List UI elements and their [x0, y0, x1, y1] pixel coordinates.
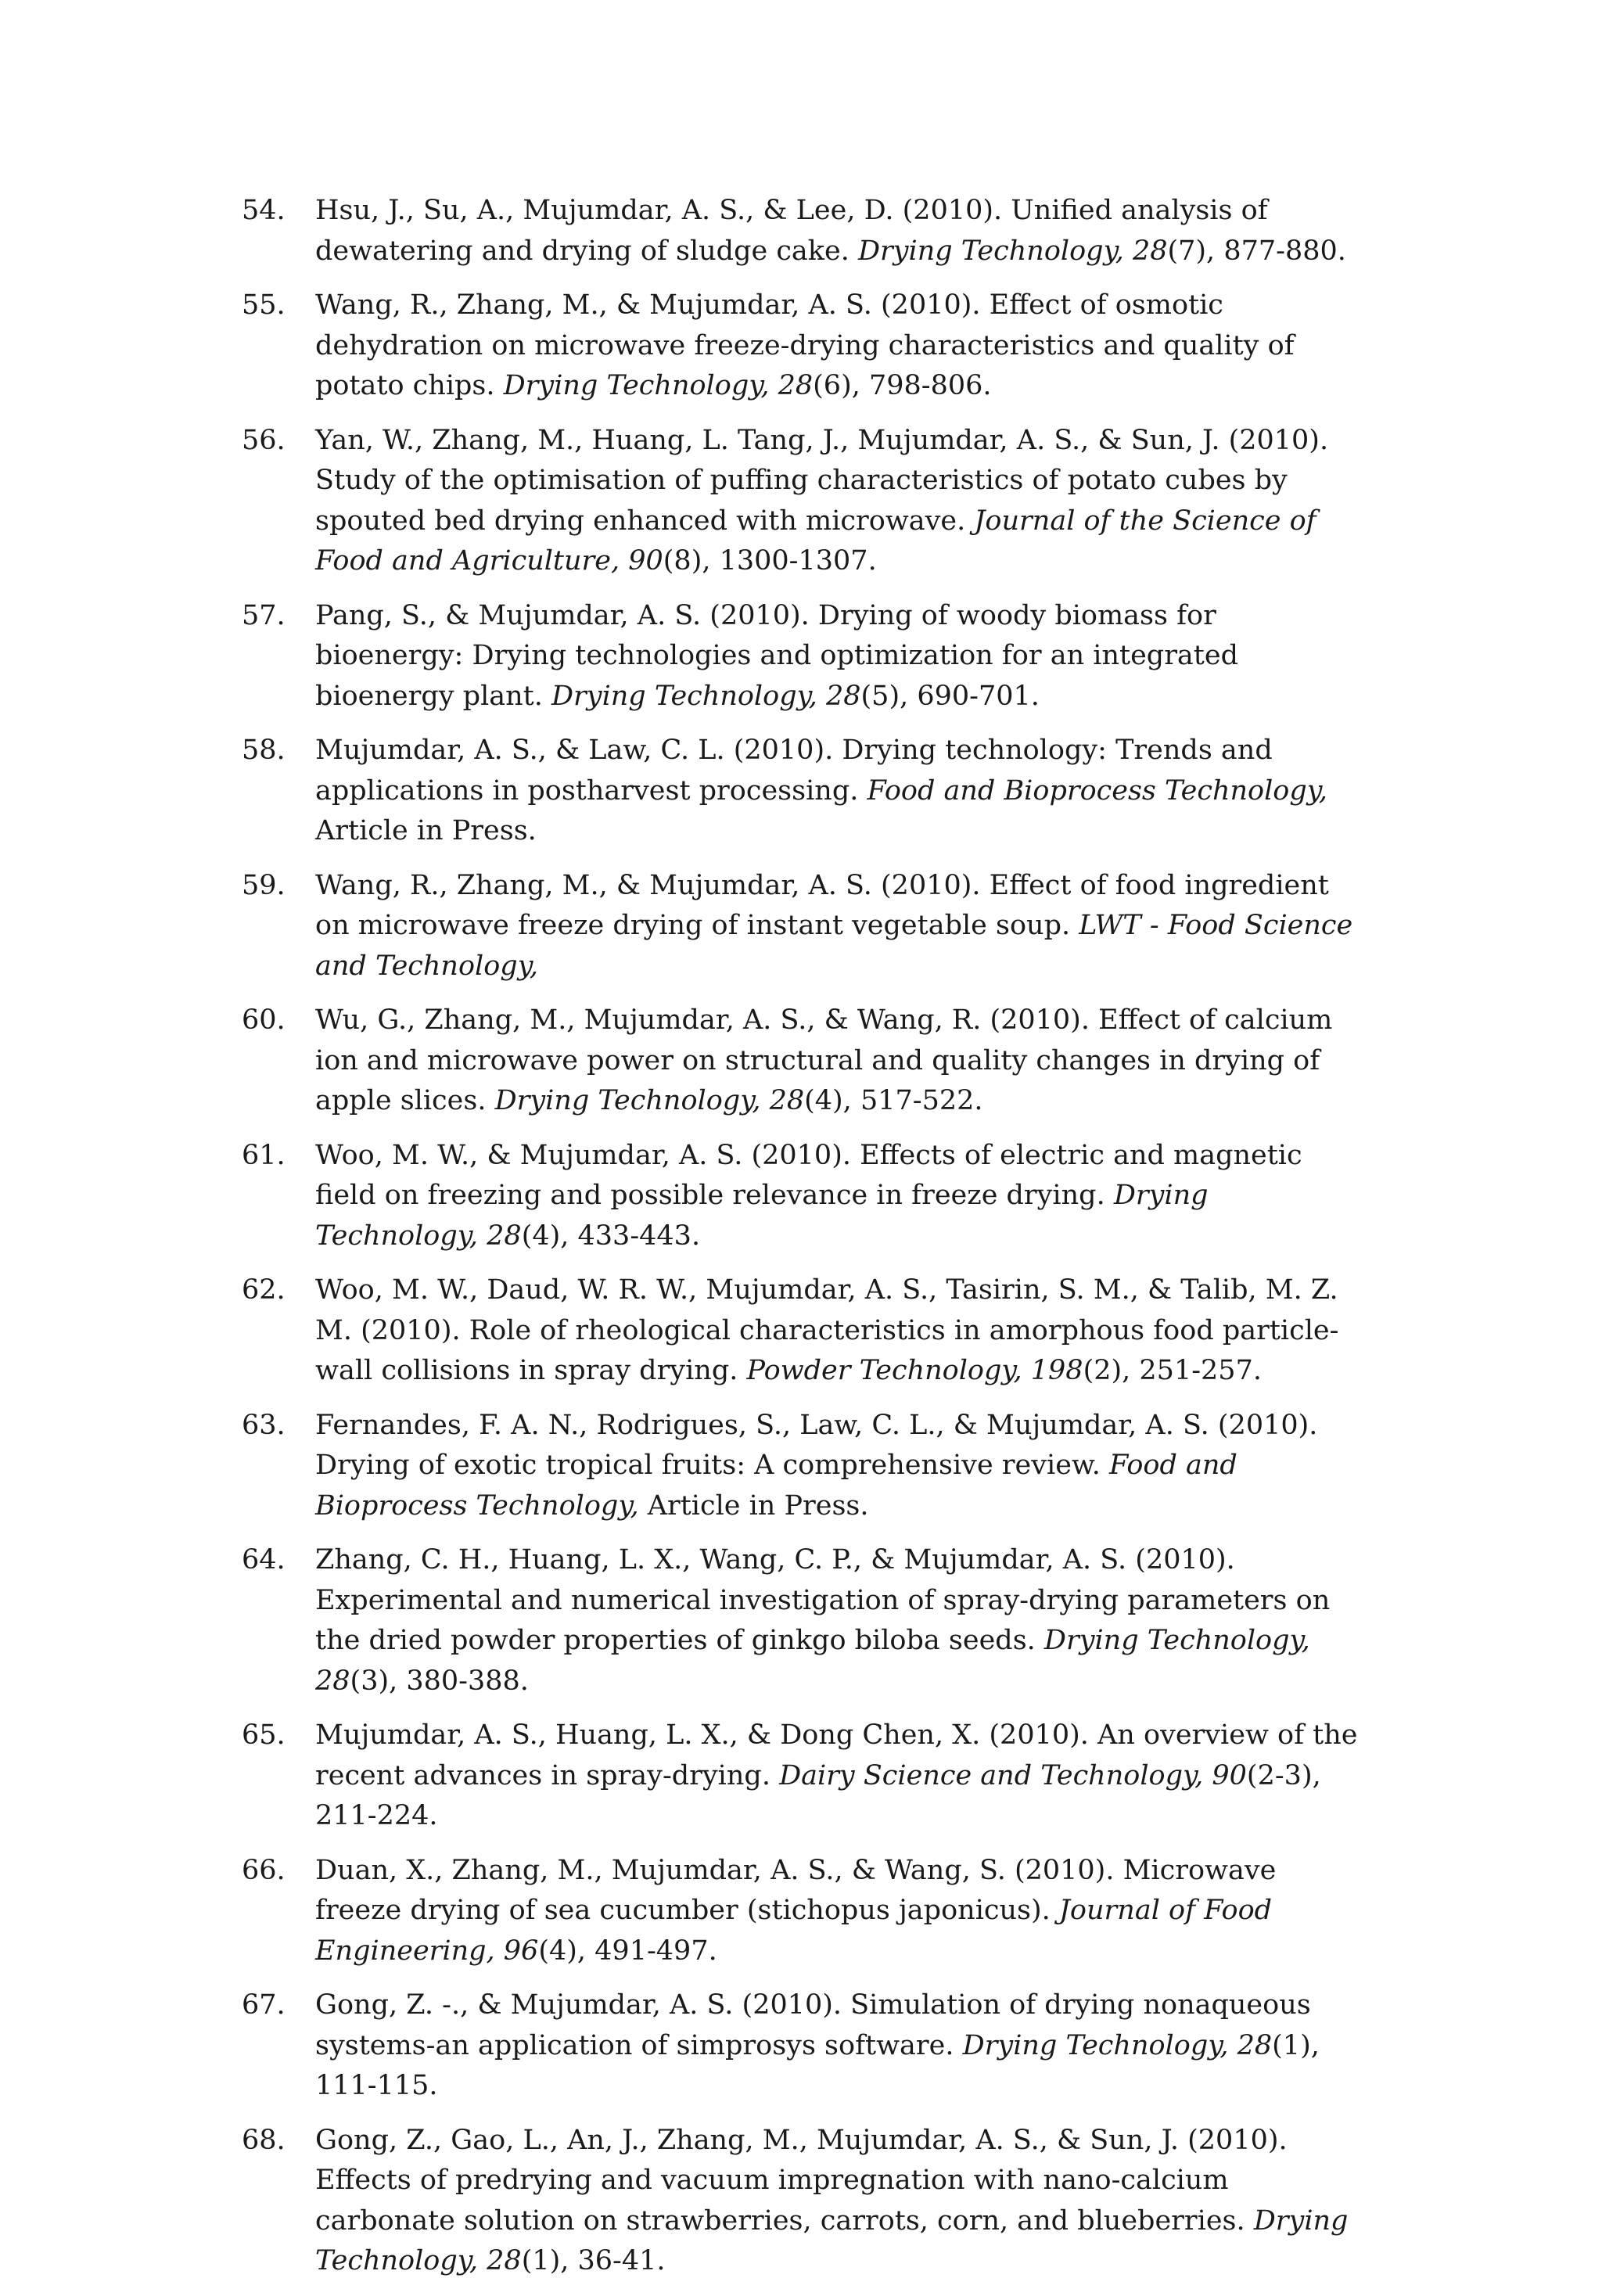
- reference-journal: Food and Bioprocess Technology,: [867, 774, 1328, 807]
- reference-entry: [242, 1406, 1368, 1527]
- reference-number: 63.: [242, 1409, 286, 1441]
- reference-number: 65.: [242, 1719, 286, 1751]
- reference-entry: [242, 1716, 1368, 1837]
- reference-text: [315, 191, 1368, 271]
- reference-entry: [242, 1851, 1368, 1972]
- reference-segment: Hsu, J., Su, A., Mujumdar, A. S., & Lee, D. (2010). Unified analysis of dewatering and drying of sludge cake.: [315, 195, 1268, 267]
- reference-segment: Article in Press.: [315, 815, 537, 846]
- reference-segment: Woo, M. W., & Mujumdar, A. S. (2010). Effects of electric and magnetic field on freezing and possible relevance in freeze drying.: [315, 1139, 1302, 1211]
- reference-segment: (8), 1300-1307.: [663, 545, 877, 577]
- reference-segment: Wu, G., Zhang, M., Mujumdar, A. S., & Wang, R. (2010). Effect of calcium ion and microwave power on structural and quality changes in drying of apple slices.: [315, 1004, 1333, 1116]
- reference-text: [315, 1540, 1368, 1701]
- reference-entry: [242, 421, 1368, 582]
- reference-segment: Fernandes, F. A. N., Rodrigues, S., Law, C. L., & Mujumdar, A. S. (2010). Drying of exotic tropical fruits: A comprehensive review.: [315, 1409, 1318, 1481]
- reference-entry: [242, 1540, 1368, 1701]
- reference-number: 55.: [242, 289, 286, 321]
- reference-number: 67.: [242, 1989, 286, 2021]
- reference-number: 62.: [242, 1274, 286, 1306]
- reference-number: 59.: [242, 869, 286, 901]
- reference-text: [315, 596, 1368, 717]
- reference-journal: LWT - Food Science and Technology,: [315, 910, 1353, 982]
- reference-entry: [242, 1270, 1368, 1392]
- reference-text: [315, 1270, 1368, 1392]
- reference-entry: [242, 596, 1368, 717]
- reference-journal: Journal of the Science of Food and Agriculture, 90: [315, 505, 1316, 577]
- reference-journal: Drying Technology, 28: [315, 2204, 1349, 2276]
- reference-journal: Dairy Science and Technology, 90: [779, 1759, 1247, 1791]
- reference-segment: (4), 517-522.: [804, 1085, 983, 1116]
- reference-text: [315, 1001, 1368, 1122]
- reference-segment: (4), 433-443.: [521, 1220, 701, 1252]
- reference-segment: Wang, R., Zhang, M., & Mujumdar, A. S. (2010). Effect of osmotic dehydration on microwave freeze-drying characteristics and quality of potato chips.: [315, 289, 1295, 401]
- reference-text: [315, 286, 1368, 407]
- reference-text: [315, 1851, 1368, 1972]
- reference-text: [315, 421, 1368, 582]
- reference-segment: Pang, S., & Mujumdar, A. S. (2010). Drying of woody biomass for bioenergy: Drying technologies and optimization for an integrated bioenergy plant.: [315, 599, 1238, 712]
- reference-segment: (7), 877-880.: [1167, 235, 1346, 267]
- reference-segment: Woo, M. W., Daud, W. R. W., Mujumdar, A. S., Tasirin, S. M., & Talib, M. Z. M. (2010). Role of rheological characteristics in amorphous food particle-wall collisions in spray drying.: [315, 1274, 1339, 1386]
- reference-entry: [242, 1985, 1368, 2107]
- reference-text: [315, 1406, 1368, 1527]
- reference-segment: (1), 111-115.: [315, 2029, 1320, 2101]
- reference-entry: [242, 866, 1368, 987]
- reference-text: [315, 731, 1368, 852]
- reference-number: 60.: [242, 1004, 286, 1036]
- reference-journal: Powder Technology, 198: [746, 1355, 1083, 1386]
- reference-journal: Journal of Food Engineering, 96: [315, 1895, 1273, 1967]
- reference-text: [315, 1985, 1368, 2107]
- reference-segment: (1), 36-41.: [521, 2245, 666, 2276]
- reference-segment: Mujumdar, A. S., & Law, C. L. (2010). Drying technology: Trends and applications in postharvest processing.: [315, 735, 1273, 807]
- reference-segment: (5), 690-701.: [860, 680, 1040, 712]
- reference-text: [315, 2121, 1368, 2282]
- reference-entry: [242, 2121, 1368, 2282]
- reference-text: [315, 1716, 1368, 1837]
- reference-number: 57.: [242, 599, 286, 631]
- reference-segment: Gong, Z. -., & Mujumdar, A. S. (2010). Simulation of drying nonaqueous systems-an application of simprosys software.: [315, 1989, 1311, 2061]
- reference-entry: [242, 731, 1368, 852]
- reference-segment: (2), 251-257.: [1083, 1355, 1262, 1386]
- reference-list: [242, 191, 1368, 2296]
- reference-text: [315, 866, 1368, 987]
- reference-entry: [242, 1136, 1368, 1257]
- reference-segment: (6), 798-806.: [813, 370, 992, 401]
- reference-number: 58.: [242, 735, 286, 766]
- reference-segment: Mujumdar, A. S., Huang, L. X., & Dong Chen, X. (2010). An overview of the recent advances in spray-drying.: [315, 1719, 1358, 1791]
- reference-number: 68.: [242, 2124, 286, 2156]
- reference-entry: [242, 286, 1368, 407]
- reference-journal: Drying Technology, 28: [857, 235, 1168, 267]
- reference-text: [315, 1136, 1368, 1257]
- reference-segment: (3), 380-388.: [350, 1665, 529, 1697]
- reference-segment: (2-3), 211-224.: [315, 1759, 1321, 1831]
- reference-segment: Article in Press.: [638, 1489, 869, 1522]
- reference-segment: Zhang, C. H., Huang, L. X., Wang, C. P., & Mujumdar, A. S. (2010). Experimental and numerical investigation of spray-drying parameters on the dried powder properties of ginkgo biloba seeds.: [315, 1544, 1331, 1656]
- reference-journal: Drying Technology, 28: [315, 1625, 1310, 1697]
- reference-segment: (4), 491-497.: [538, 1935, 717, 1967]
- reference-journal: Food and Bioprocess Technology,: [315, 1450, 1237, 1522]
- reference-journal: Drying Technology, 28: [551, 680, 861, 712]
- reference-number: 61.: [242, 1139, 286, 1171]
- reference-segment: Duan, X., Zhang, M., Mujumdar, A. S., & Wang, S. (2010). Microwave freeze drying of sea cucumber (stichopus japonicus).: [315, 1854, 1277, 1926]
- reference-segment: Gong, Z., Gao, L., An, J., Zhang, M., Mujumdar, A. S., & Sun, J. (2010). Effects of predrying and vacuum impregnation with nano-calcium carbonate solution on strawberries, carrots, corn, and blueberries.: [315, 2124, 1288, 2237]
- reference-number: 66.: [242, 1854, 286, 1886]
- reference-journal: Drying Technology, 28: [962, 2029, 1273, 2061]
- reference-number: 64.: [242, 1544, 286, 1576]
- reference-entry: [242, 191, 1368, 271]
- reference-journal: Drying Technology, 28: [503, 370, 814, 401]
- reference-journal: Drying Technology, 28: [315, 1180, 1209, 1252]
- reference-number: 56.: [242, 424, 286, 456]
- reference-entry: [242, 1001, 1368, 1122]
- reference-journal: Drying Technology, 28: [494, 1085, 805, 1116]
- reference-segment: Yan, W., Zhang, M., Huang, L. Tang, J., Mujumdar, A. S., & Sun, J. (2010). Study of the optimisation of puffing characteristics of potato cubes by spouted bed drying enhanced with microwave.: [315, 424, 1329, 537]
- reference-segment: Wang, R., Zhang, M., & Mujumdar, A. S. (2010). Effect of food ingredient on microwave freeze drying of instant vegetable soup.: [315, 869, 1329, 941]
- reference-number: 54.: [242, 195, 286, 226]
